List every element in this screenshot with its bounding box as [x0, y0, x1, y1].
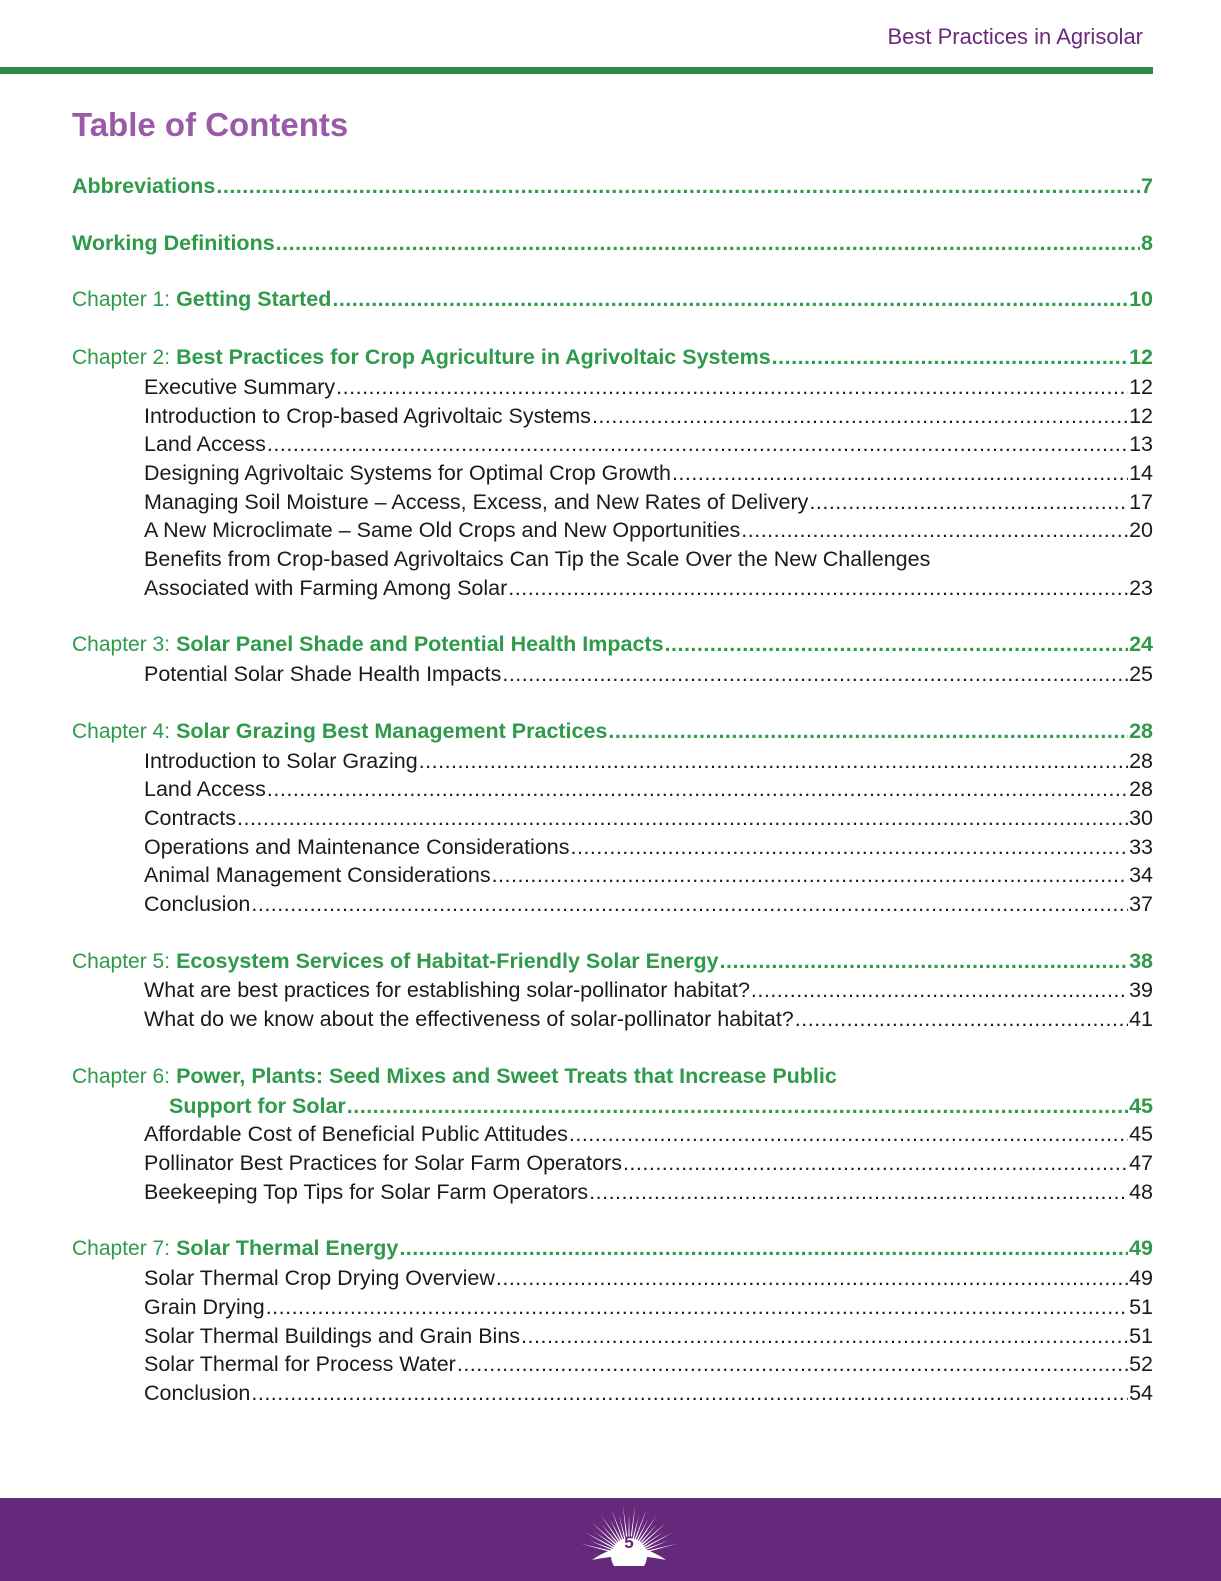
chapter-heading[interactable]	[72, 285, 1153, 315]
toc-section[interactable]	[144, 804, 1153, 833]
chapter-title: Solar Panel Shade and Potential Health Impacts	[176, 632, 664, 657]
dot-leader	[216, 172, 1140, 201]
toc-page-number: 30	[1129, 805, 1153, 830]
dot-leader	[608, 717, 1128, 746]
section-title: A New Microclimate – Same Old Crops and New Opportunities	[144, 518, 741, 543]
dot-leader	[266, 1293, 1128, 1322]
toc-page-number: 10	[1129, 287, 1153, 312]
section-title: Affordable Cost of Beneficial Public Attitudes	[144, 1122, 568, 1147]
toc-page-number: 24	[1129, 632, 1153, 657]
dot-leader	[419, 747, 1128, 776]
chapter-heading[interactable]	[72, 343, 1153, 373]
section-list	[72, 1264, 1153, 1408]
chapter-title: Solar Grazing Best Management Practices	[176, 718, 608, 743]
dot-leader	[672, 459, 1128, 488]
chapter-title: Getting Started	[176, 287, 332, 312]
toc-section[interactable]	[144, 1350, 1153, 1379]
toc-section[interactable]	[144, 488, 1153, 517]
section-list	[72, 660, 1153, 689]
toc-page-number: 49	[1129, 1236, 1153, 1261]
toc-page-number: 52	[1129, 1352, 1153, 1377]
chapter-title-line1: Power, Plants: Seed Mixes and Sweet Treats that Increase Public	[176, 1063, 837, 1088]
section-title: Operations and Maintenance Considerations	[144, 834, 570, 859]
dot-leader	[571, 833, 1129, 862]
dot-leader	[267, 430, 1128, 459]
toc-section[interactable]	[144, 833, 1153, 862]
toc-page-number: 38	[1129, 948, 1153, 973]
chapter-label: Chapter 6:	[72, 1064, 171, 1088]
section-title: Solar Thermal for Process Water	[144, 1352, 456, 1377]
dot-leader	[508, 574, 1128, 603]
dot-leader	[741, 516, 1128, 545]
toc-page-number: 45	[1129, 1122, 1153, 1147]
page-title: Table of Contents	[72, 106, 349, 143]
dot-leader	[751, 976, 1128, 1005]
toc-section[interactable]	[144, 1178, 1153, 1207]
chapter-title-line2-row	[72, 1092, 1153, 1121]
chapter-label: Chapter 5:	[72, 949, 171, 973]
toc-section[interactable]	[144, 373, 1153, 402]
toc-section[interactable]	[144, 976, 1153, 1005]
chapter-heading[interactable]	[72, 717, 1153, 747]
toc-page-number: 28	[1129, 748, 1153, 773]
toc-section[interactable]	[144, 459, 1153, 488]
toc-page-number: 28	[1129, 777, 1153, 802]
dot-leader	[276, 229, 1140, 258]
toc-page-number: 51	[1129, 1294, 1153, 1319]
dot-leader	[336, 373, 1128, 402]
dot-leader	[720, 947, 1129, 976]
chapter-title: Solar Thermal Energy	[176, 1236, 399, 1261]
dot-leader	[772, 343, 1128, 372]
section-title: Contracts	[144, 805, 237, 830]
toc-page-number: 34	[1129, 863, 1153, 888]
toc-page-number: 8	[1141, 230, 1153, 255]
dot-leader	[502, 660, 1128, 689]
chapter-title: Ecosystem Services of Habitat-Friendly Solar Energy	[176, 948, 719, 973]
section-title: Land Access	[144, 432, 266, 457]
toc-page-number: 7	[1141, 174, 1153, 198]
toc-entry-title: Working Definitions	[72, 230, 275, 255]
section-title: What do we know about the effectiveness of solar-pollinator habitat?	[144, 1007, 794, 1032]
section-list	[72, 976, 1153, 1033]
section-list	[72, 373, 1153, 603]
dot-leader	[589, 1178, 1128, 1207]
dot-leader	[569, 1120, 1128, 1149]
dot-leader	[521, 1322, 1128, 1351]
chapter-6	[72, 1062, 1153, 1207]
section-title: Beekeeping Top Tips for Solar Farm Operators	[144, 1179, 589, 1204]
toc-section[interactable]	[144, 430, 1153, 459]
dot-leader	[267, 775, 1128, 804]
chapter-title-line2: Support for Solar	[169, 1093, 346, 1118]
chapter-heading[interactable]	[72, 1062, 1153, 1120]
section-title: Conclusion	[144, 892, 251, 917]
toc-section[interactable]	[144, 516, 1153, 545]
toc-page-number: 33	[1129, 834, 1153, 859]
section-title: Animal Management Considerations	[144, 863, 491, 888]
section-title: Executive Summary	[144, 374, 336, 399]
chapter-title: Best Practices for Crop Agriculture in Agrivoltaic Systems	[176, 345, 771, 370]
chapter-2	[72, 343, 1153, 602]
toc-section[interactable]	[144, 1379, 1153, 1408]
chapter-heading[interactable]	[72, 1234, 1153, 1264]
toc-page-number: 41	[1129, 1007, 1153, 1032]
section-title: Potential Solar Shade Health Impacts	[144, 662, 502, 687]
chapter-5	[72, 947, 1153, 1034]
toc-section[interactable]	[144, 1322, 1153, 1351]
toc-page-number: 37	[1129, 892, 1153, 917]
chapter-label: Chapter 2:	[72, 346, 171, 370]
table-of-contents	[72, 172, 1153, 1436]
page-number: 5	[624, 1533, 634, 1552]
toc-entry-title: Abbreviations	[72, 174, 216, 198]
toc-page-number: 54	[1129, 1380, 1153, 1405]
section-list	[72, 747, 1153, 919]
dot-leader	[399, 1234, 1128, 1263]
chapter-4	[72, 717, 1153, 919]
chapter-7	[72, 1234, 1153, 1407]
dot-leader	[251, 890, 1128, 919]
chapter-label: Chapter 7:	[72, 1237, 171, 1261]
section-title: Introduction to Crop-based Agrivoltaic Systems	[144, 403, 591, 428]
toc-entry-working-definitions[interactable]	[72, 229, 1153, 258]
toc-page-number: 20	[1129, 518, 1153, 543]
toc-section[interactable]	[144, 1120, 1153, 1149]
toc-page-number: 47	[1129, 1150, 1153, 1175]
toc-page-number: 49	[1129, 1266, 1153, 1291]
chapter-label: Chapter 4:	[72, 719, 171, 743]
chapter-heading[interactable]	[72, 947, 1153, 977]
toc-section[interactable]	[144, 1005, 1153, 1034]
toc-section[interactable]	[144, 660, 1153, 689]
section-title-line1: Benefits from Crop-based Agrivoltaics Can Tip the Scale Over the New Challenges	[144, 547, 931, 572]
toc-entry-abbreviations[interactable]	[72, 172, 1153, 201]
toc-page-number: 12	[1129, 374, 1153, 399]
toc-page-number: 17	[1129, 489, 1153, 514]
running-header: Best Practices in Agrisolar	[887, 24, 1143, 49]
toc-page-number: 39	[1129, 978, 1153, 1003]
section-title: Solar Thermal Buildings and Grain Bins	[144, 1323, 521, 1348]
toc-section[interactable]	[144, 402, 1153, 431]
toc-page-number: 45	[1129, 1093, 1153, 1118]
section-list	[72, 1120, 1153, 1206]
toc-page-number: 51	[1129, 1323, 1153, 1348]
chapter-label: Chapter 3:	[72, 633, 171, 657]
chapter-heading[interactable]	[72, 630, 1153, 660]
dot-leader	[237, 804, 1128, 833]
toc-section[interactable]	[144, 1149, 1153, 1178]
section-title-line2-row	[144, 574, 1153, 603]
toc-page-number: 23	[1129, 575, 1153, 600]
section-title: Conclusion	[144, 1380, 251, 1405]
toc-section[interactable]	[144, 1264, 1153, 1293]
toc-section[interactable]	[144, 775, 1153, 804]
dot-leader	[347, 1092, 1128, 1121]
section-title: Land Access	[144, 777, 266, 802]
toc-section[interactable]	[144, 890, 1153, 919]
dot-leader	[332, 285, 1128, 314]
chapter-3	[72, 630, 1153, 688]
section-title: Grain Drying	[144, 1294, 265, 1319]
toc-section[interactable]	[144, 1293, 1153, 1322]
section-title: Pollinator Best Practices for Solar Farm Operators	[144, 1150, 622, 1175]
dot-leader	[665, 630, 1129, 659]
toc-page-number: 25	[1129, 662, 1153, 687]
toc-page-number: 28	[1129, 718, 1153, 743]
section-title: Introduction to Solar Grazing	[144, 748, 418, 773]
dot-leader	[492, 861, 1129, 890]
header-rule	[0, 67, 1153, 74]
toc-page-number: 14	[1129, 460, 1153, 485]
section-title: What are best practices for establishing solar-pollinator habitat?	[144, 978, 750, 1003]
toc-section[interactable]	[144, 861, 1153, 890]
toc-page-number: 12	[1129, 403, 1153, 428]
dot-leader	[496, 1264, 1128, 1293]
dot-leader	[809, 488, 1128, 517]
dot-leader	[795, 1005, 1128, 1034]
section-title: Solar Thermal Crop Drying Overview	[144, 1266, 495, 1291]
section-title: Designing Agrivoltaic Systems for Optimal Crop Growth	[144, 460, 671, 485]
dot-leader	[251, 1379, 1128, 1408]
toc-page-number: 48	[1129, 1179, 1153, 1204]
toc-section[interactable]	[144, 747, 1153, 776]
section-title-line2: Associated with Farming Among Solar	[144, 575, 508, 600]
chapter-label: Chapter 1:	[72, 288, 171, 312]
dot-leader	[623, 1149, 1128, 1178]
dot-leader	[592, 402, 1128, 431]
chapter-1	[72, 285, 1153, 315]
toc-page-number: 13	[1129, 432, 1153, 457]
toc-section[interactable]	[144, 545, 1153, 602]
toc-page-number: 12	[1129, 345, 1153, 370]
dot-leader	[457, 1350, 1128, 1379]
section-title: Managing Soil Moisture – Access, Excess, and New Rates of Delivery	[144, 489, 809, 514]
